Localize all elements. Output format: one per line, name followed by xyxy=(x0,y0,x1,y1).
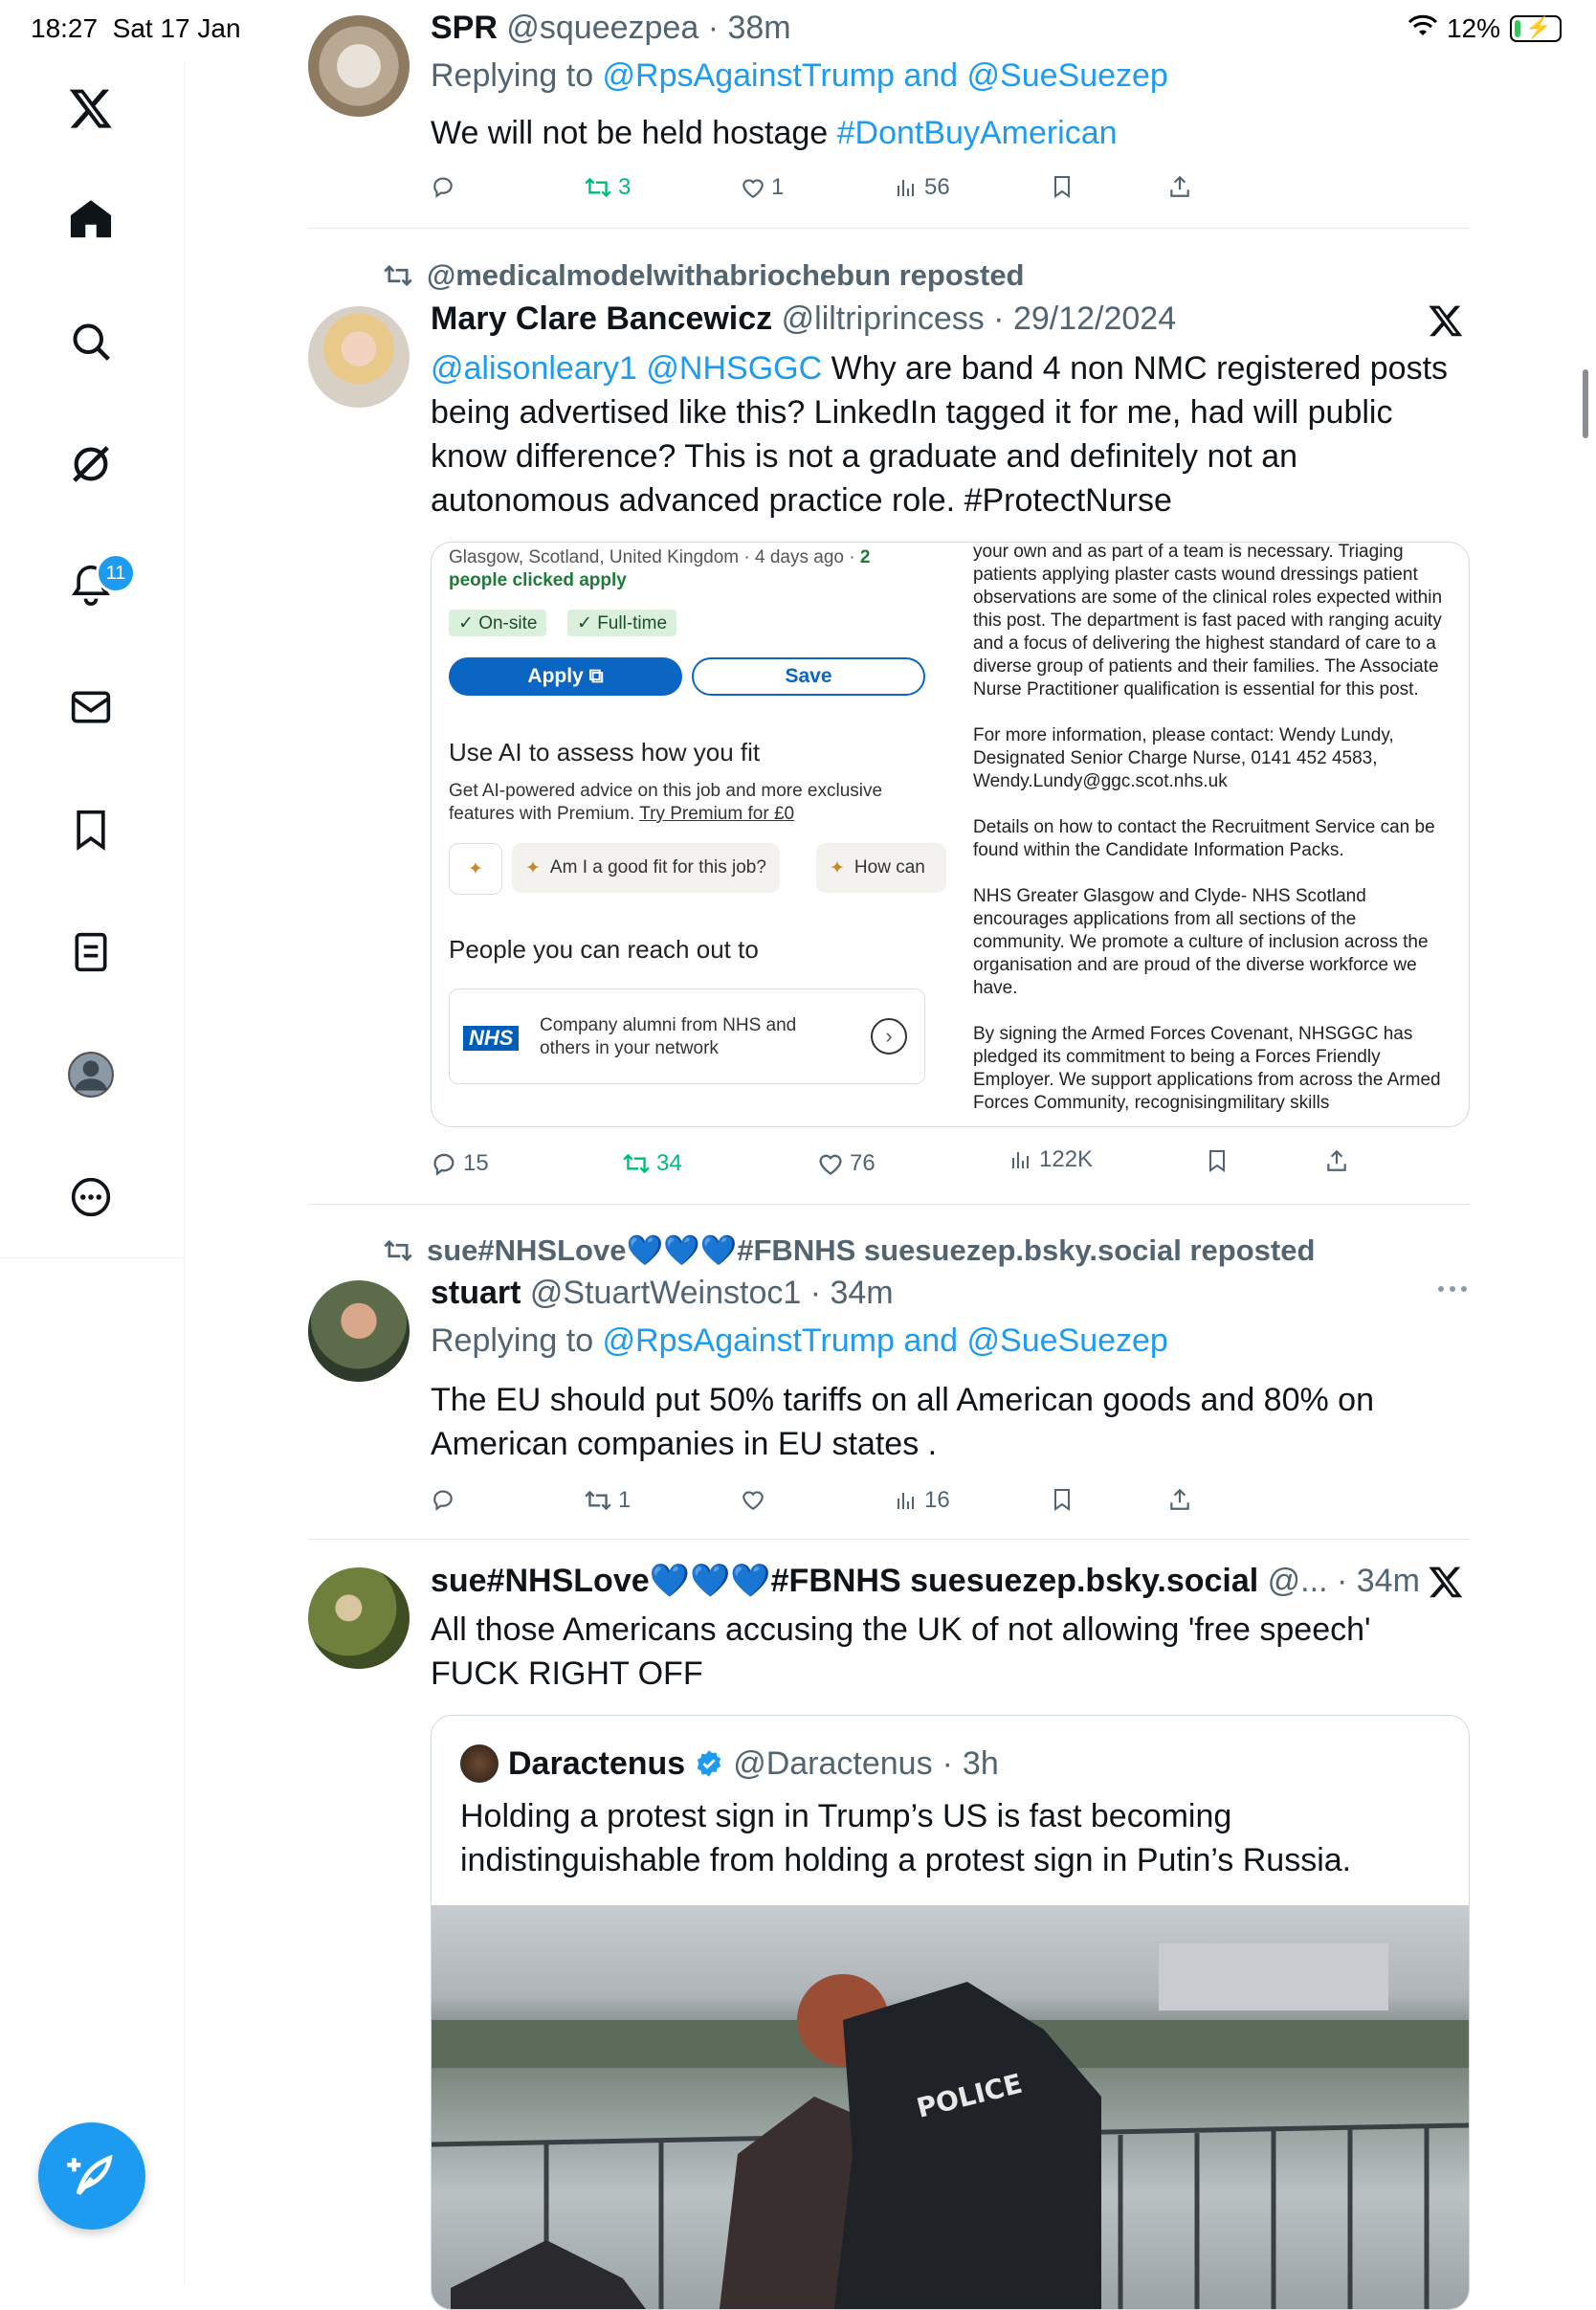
tweet-header: Mary Clare Bancewicz @liltriprincess · 29/12/2024 xyxy=(431,300,1177,337)
quote-avatar[interactable] xyxy=(460,1744,499,1783)
replying-to-link[interactable]: @RpsAgainstTrump and @SueSuezep xyxy=(602,57,1168,94)
tweet-divider xyxy=(308,228,1470,229)
bookmarks-icon[interactable] xyxy=(57,796,124,863)
ai-prompt-pill[interactable]: ✦ Am I a good fit for this job? xyxy=(512,843,780,893)
job-description-panel xyxy=(973,543,1452,1115)
bookmark-button[interactable] xyxy=(1051,1487,1074,1512)
views-button[interactable]: 122K xyxy=(1010,1146,1093,1173)
bookmark-icon xyxy=(1051,1487,1074,1512)
job-location: Glasgow, Scotland, United Kingdom · 4 days ago · 2 people clicked apply xyxy=(449,547,871,590)
reply-icon xyxy=(431,174,455,199)
share-button[interactable] xyxy=(1324,1148,1349,1173)
like-button[interactable] xyxy=(741,1487,771,1512)
quote-header: Daractenus @Daractenus · 3h xyxy=(460,1744,999,1783)
author-name[interactable]: Mary Clare Bancewicz xyxy=(431,300,773,337)
alumni-card[interactable] xyxy=(449,988,925,1084)
tweet-text: We will not be held hostage #DontBuyAmerican xyxy=(431,115,1118,151)
notifications-badge: 11 xyxy=(96,553,136,593)
avatar[interactable] xyxy=(308,1567,410,1669)
repost-button[interactable]: 1 xyxy=(584,1487,631,1514)
heart-icon xyxy=(817,1150,844,1177)
tweet-divider xyxy=(308,1539,1470,1540)
repost-icon xyxy=(383,1237,413,1264)
tweet-time[interactable]: 38m xyxy=(727,10,791,46)
tweet-text: All those Americans accusing the UK of not allowing 'free speech' FUCK RIGHT OFF xyxy=(431,1611,1371,1692)
tweet-header: SPR @squeezpea · 38m xyxy=(431,10,791,46)
author-handle[interactable]: @liltriprincess xyxy=(781,300,985,337)
repost-icon xyxy=(622,1151,651,1176)
video-scene xyxy=(432,1905,1469,2310)
reposted-by: sue#NHSLove💙💙💙#FBNHS suesuezep.bsky.social reposted xyxy=(383,1233,1315,1268)
repost-icon xyxy=(383,262,413,289)
job-left-panel xyxy=(449,543,946,1126)
tweet-time[interactable]: 34m xyxy=(1356,1563,1420,1599)
search-icon[interactable] xyxy=(57,308,124,375)
analytics-icon xyxy=(896,1489,919,1512)
replying-to: Replying to @RpsAgainstTrump and @SueSuezep xyxy=(431,1322,1168,1359)
bookmark-button[interactable] xyxy=(1206,1148,1229,1173)
avatar[interactable] xyxy=(308,306,410,408)
tweet-text: The EU should put 50% tariffs on all American goods and 80% on American companies in EU states . xyxy=(431,1382,1374,1462)
messages-envelope-icon[interactable] xyxy=(57,674,124,741)
bookmark-icon xyxy=(1051,174,1074,199)
linkedin-screenshot-image[interactable] xyxy=(431,542,1470,1127)
share-icon xyxy=(1167,174,1192,199)
like-button[interactable]: 76 xyxy=(817,1150,876,1177)
status-right xyxy=(1408,13,1562,44)
author-name[interactable]: SPR xyxy=(431,10,498,46)
fulltime-chip: ✓ Full-time xyxy=(567,610,676,636)
avatar[interactable] xyxy=(308,15,410,117)
video-thumbnail[interactable] xyxy=(432,1905,1469,2310)
replying-to-link[interactable]: @RpsAgainstTrump and @SueSuezep xyxy=(602,1322,1168,1359)
chevron-right-icon[interactable]: › xyxy=(871,1018,907,1055)
apply-button[interactable]: Apply ⧉ xyxy=(449,657,682,696)
tweet-header: sue#NHSLove💙💙💙#FBNHS suesuezep.bsky.social @... · 34m xyxy=(431,1563,1420,1599)
quoted-tweet[interactable] xyxy=(431,1715,1470,2310)
quote-author-handle[interactable]: @Daractenus xyxy=(733,1744,933,1782)
status-time: 18:27 Sat 17 Jan xyxy=(31,13,241,43)
repost-icon xyxy=(584,1488,612,1513)
tweet-text: @alisonleary1 @NHSGGC Why are band 4 non NMC registered posts being advertised like this? LinkedIn tagged it for me, had will public know difference? This is not a graduate and definitely not an autonomous advanced practice role. #ProtectNurse xyxy=(431,350,1449,519)
verified-badge-icon xyxy=(695,1749,723,1778)
job-description-text: your own and as part of a team is necessary. Triaging patients applying plaster casts wound dressings patient observations are some of the clinical roles expected within this post. The department is fast paced with ranging acuity and a focus of delivering the highest standard of care to a diverse group of patients and their families. The Associate Nurse Practitioner qualification is essential for this post. xyxy=(973,542,1443,700)
tweet-header: stuart @StuartWeinstoc1 · 34m xyxy=(431,1275,894,1311)
wifi-icon xyxy=(1408,13,1437,44)
ai-section-desc: Get AI-powered advice on this job and more exclusive features with Premium. Try Premium for £0 xyxy=(449,781,883,824)
author-handle[interactable]: @squeezpea xyxy=(506,10,699,46)
x-logo-icon[interactable] xyxy=(1428,302,1464,344)
scroll-indicator[interactable] xyxy=(1583,369,1588,438)
sparkle-button[interactable] xyxy=(449,843,502,895)
share-button[interactable] xyxy=(1167,174,1192,199)
hashtag-link[interactable]: #DontBuyAmerican xyxy=(836,115,1118,151)
share-icon xyxy=(1167,1487,1192,1512)
tweet-time[interactable]: 34m xyxy=(830,1275,894,1311)
repost-button[interactable]: 3 xyxy=(584,174,631,201)
status-bar xyxy=(0,0,1596,61)
replying-to: Replying to @RpsAgainstTrump and @SueSuezep xyxy=(431,57,1168,94)
reply-icon xyxy=(431,1150,457,1177)
views-button[interactable]: 16 xyxy=(896,1487,950,1514)
profile-avatar-icon[interactable] xyxy=(57,1041,124,1108)
save-button[interactable]: Save xyxy=(692,657,925,696)
x-logo-icon[interactable] xyxy=(57,75,124,142)
battery-icon: ⚡ xyxy=(1510,15,1562,42)
job-description-text: Details on how to contact the Recruitment Service can be found within the Candidate Information Packs. xyxy=(973,817,1435,860)
share-button[interactable] xyxy=(1167,1487,1192,1512)
job-description-text: NHS Greater Glasgow and Clyde- NHS Scotland encourages applications from all sections of the community. We promote a culture of inclusion across the organisation and are proud of the diverse workforce we have. xyxy=(973,886,1429,998)
reply-button[interactable] xyxy=(431,1487,461,1512)
like-button[interactable]: 1 xyxy=(741,174,784,201)
grok-icon[interactable] xyxy=(57,431,124,498)
job-description-text: By signing the Armed Forces Covenant, NHSGGC has pledged its commitment to being a Forces Friendly Employer. We support applications from across the Armed Forces Community, recognisingmilitary skills xyxy=(973,1024,1441,1113)
author-handle[interactable]: @... xyxy=(1267,1563,1328,1599)
try-premium-link[interactable]: Try Premium for £0 xyxy=(639,804,795,824)
ai-section-title: Use AI to assess how you fit xyxy=(449,738,761,766)
heart-icon xyxy=(741,175,765,200)
more-options-icon[interactable] xyxy=(57,1164,124,1231)
author-name[interactable]: sue#NHSLove💙💙💙#FBNHS suesuezep.bsky.social xyxy=(431,1563,1259,1599)
compose-post-button[interactable] xyxy=(38,2122,145,2230)
tweet-time[interactable]: 29/12/2024 xyxy=(1012,300,1177,337)
heart-icon xyxy=(741,1487,765,1512)
quote-author-name[interactable]: Daractenus xyxy=(508,1744,686,1782)
feather-plus-icon xyxy=(65,2149,119,2203)
mention-link[interactable]: @alisonleary1 @NHSGGC xyxy=(431,350,823,387)
quote-text: Holding a protest sign in Trump’s US is fast becoming indistinguishable from holding a protest sign in Putin’s Russia. xyxy=(460,1798,1352,1878)
lists-icon[interactable] xyxy=(57,919,124,986)
people-section-title: People you can reach out to xyxy=(449,935,759,964)
job-description-text: For more information, please contact: Wendy Lundy, Designated Senior Charge Nurse, 0141 452 4583, Wendy.Lundy@ggc.scot.nhs.uk xyxy=(973,725,1394,791)
tweet-divider xyxy=(308,1204,1470,1205)
quote-time[interactable]: 3h xyxy=(962,1744,999,1782)
avatar[interactable] xyxy=(308,1280,410,1382)
views-button[interactable]: 56 xyxy=(896,174,950,201)
police-label: POLICE xyxy=(913,2067,1026,2124)
analytics-icon xyxy=(896,176,919,199)
bookmark-button[interactable] xyxy=(1051,174,1074,199)
repost-button[interactable]: 34 xyxy=(622,1150,682,1177)
sidebar-border xyxy=(184,1257,185,2285)
reposted-by: @medicalmodelwithabriochebun reposted xyxy=(383,258,1025,293)
home-icon[interactable] xyxy=(57,186,124,253)
sparkle-icon: ✦ xyxy=(525,857,541,878)
x-logo-icon[interactable] xyxy=(1428,1564,1464,1605)
battery-percent: 12% xyxy=(1446,13,1500,43)
alumni-text: Company alumni from NHS and others in your network xyxy=(540,1015,797,1058)
reply-button[interactable]: 15 xyxy=(431,1150,489,1177)
author-handle[interactable]: @StuartWeinstoc1 xyxy=(529,1275,802,1311)
share-icon xyxy=(1324,1148,1349,1173)
ai-prompt-pill[interactable]: ✦ How can xyxy=(816,843,946,893)
repost-icon xyxy=(584,175,612,200)
reply-icon xyxy=(431,1487,455,1512)
bookmark-icon xyxy=(1206,1148,1229,1173)
sparkle-icon: ✦ xyxy=(830,857,845,878)
onsite-chip: ✓ On-site xyxy=(449,610,546,636)
author-name[interactable]: stuart xyxy=(431,1275,521,1311)
nhs-logo: NHS xyxy=(463,1026,519,1051)
more-options-icon[interactable] xyxy=(1435,1282,1470,1300)
sparkle-icon: ✦ xyxy=(468,858,483,879)
reply-button[interactable] xyxy=(431,174,461,199)
analytics-icon xyxy=(1010,1148,1033,1171)
